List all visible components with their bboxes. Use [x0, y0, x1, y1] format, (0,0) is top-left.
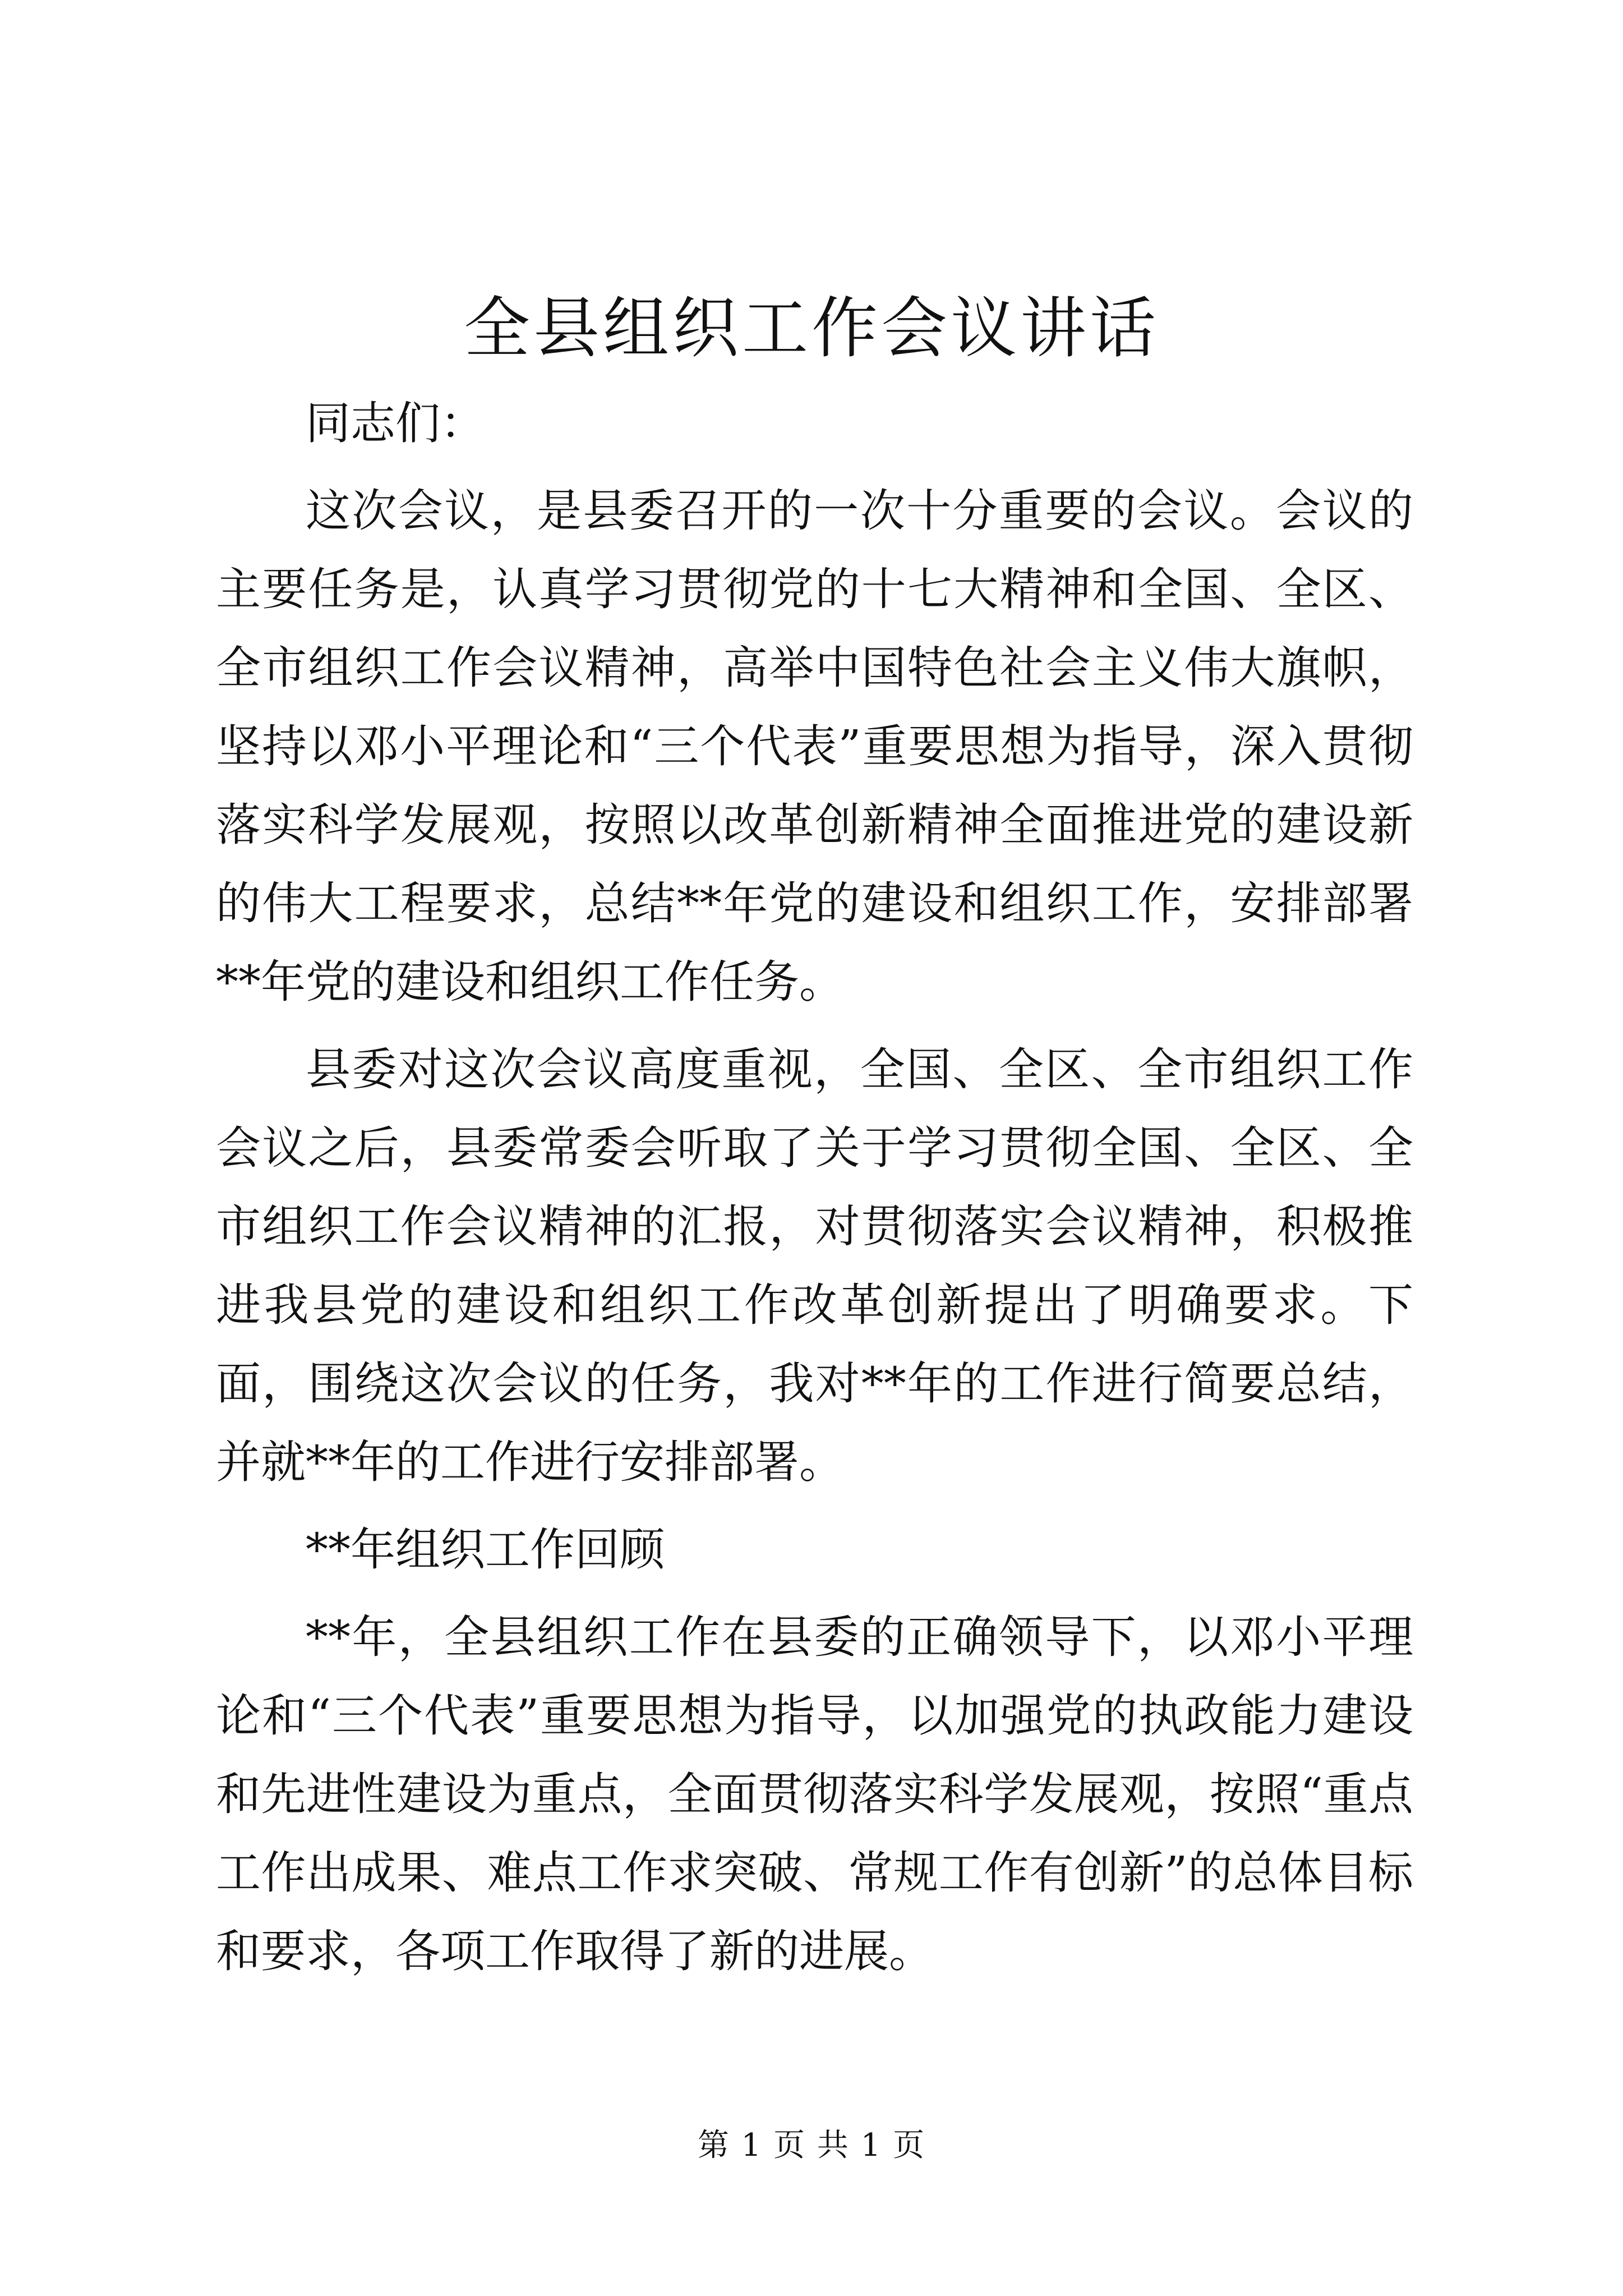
section-heading-review: **年组织工作回顾: [306, 1524, 665, 1576]
paragraph-county-committee: 县委对这次会议高度重视，全国、全区、全市组织工作会议之后，县委常委会听取了关于学习贯彻全国、全区、全市组织工作会议精神的汇报，对贯彻落实会议精神，积极推进我县党的建设和组织工作改革创新提出了明确要求。下面，围绕这次会议的任务，我对**年的工作进行简要总结，并就**年的工作进行安排部署。: [216, 1043, 1413, 1488]
paragraph-review: **年，全县组织工作在县委的正确领导下，以邓小平理论和“三个代表”重要思想为指导，以加强党的执政能力建设和先进性建设为重点，全面贯彻落实科学发展观，按照“重点工作出成果、难点工作求突破、常规工作有创新”的总体目标和要求，各项工作取得了新的进展。: [216, 1611, 1413, 1977]
page-number-footer: 第 1 页 共 1 页: [697, 2127, 926, 2164]
document-body: [216, 384, 1413, 2000]
document-title: 全县组织工作会议讲话: [463, 289, 1159, 367]
paragraph-meeting-purpose: 这次会议，是县委召开的一次十分重要的会议。会议的主要任务是，认真学习贯彻党的十七大精神和全国、全区、全市组织工作会议精神，高举中国特色社会主义伟大旗帜，坚持以邓小平理论和“三个代表”重要思想为指导，深入贯彻落实科学发展观，按照以改革创新精神全面推进党的建设新的伟大工程要求，总结**年党的建设和组织工作，安排部署**年党的建设和组织工作任务。: [216, 485, 1413, 1008]
greeting: 同志们：: [306, 397, 485, 449]
